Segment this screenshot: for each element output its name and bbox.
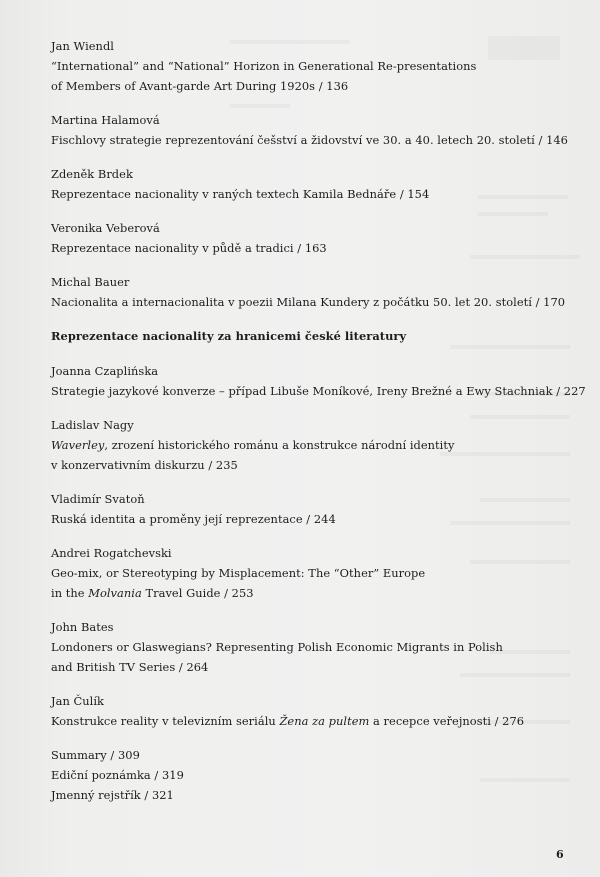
toc-entry <box>51 110 571 150</box>
toc-author: Zdeněk Brdek <box>51 167 133 181</box>
toc-author: Martina Halamová <box>51 113 160 127</box>
toc-author: John Bates <box>51 620 114 634</box>
toc-author: Jan Čulík <box>51 694 105 708</box>
page-number: 6 <box>556 848 564 861</box>
table-of-contents <box>51 36 586 805</box>
toc-title-line <box>51 711 571 731</box>
toc-author: Ladislav Nagy <box>51 418 134 432</box>
toc-author: Michal Bauer <box>51 275 130 289</box>
back-matter-list <box>51 745 571 805</box>
toc-entry <box>51 489 571 529</box>
toc-entry <box>51 164 571 204</box>
toc-entry <box>51 691 571 731</box>
toc-author: Andrei Rogatchevski <box>51 546 172 560</box>
back-matter-item: Summary / 309 <box>51 748 140 762</box>
toc-title-line: Fischlovy strategie reprezentování češství a židovství ve 30. a 40. letech 20. století / 146 <box>51 133 568 147</box>
toc-title-line: v konzervativním diskurzu / 235 <box>51 458 238 472</box>
toc-entry <box>51 415 571 475</box>
toc-title-line: of Members of Avant-garde Art During 1920s / 136 <box>51 79 349 93</box>
title-text: in the <box>51 586 89 600</box>
back-matter-item: Jmenný rejstřík / 321 <box>51 788 174 802</box>
toc-entry <box>51 543 571 603</box>
italic-title: Molvania <box>88 586 142 600</box>
toc-entry <box>51 218 571 258</box>
toc-title-line <box>51 435 571 455</box>
section-heading: Reprezentace nacionality za hranicemi české literatury <box>51 329 407 343</box>
toc-title-line <box>51 583 571 603</box>
toc-entry <box>51 617 571 677</box>
toc-title-line: “International” and “National” Horizon in Generational Re-presentations <box>51 59 477 73</box>
back-matter-item: Ediční poznámka / 319 <box>51 768 184 782</box>
italic-title: Waverley <box>51 438 105 452</box>
toc-entry <box>51 361 586 401</box>
toc-entry <box>51 36 571 96</box>
toc-title-line: Geo-mix, or Stereotyping by Misplacement: The “Other” Europe <box>51 566 426 580</box>
toc-title-line: Ruská identita a proměny její reprezentace / 244 <box>51 512 336 526</box>
toc-author: Vladimír Svatoň <box>51 492 145 506</box>
title-text: Konstrukce reality v televizním seriálu <box>51 714 280 728</box>
toc-title-line: and British TV Series / 264 <box>51 660 209 674</box>
toc-title-line: Nacionalita a internacionalita v poezii Milana Kundery z počátku 50. let 20. století / 170 <box>51 295 566 309</box>
toc-author: Jan Wiendl <box>51 39 114 53</box>
title-text: a recepce veřejnosti / 276 <box>369 714 525 728</box>
toc-author: Veronika Veberová <box>51 221 160 235</box>
toc-title-line: Strategie jazykové konverze – případ Libuše Moníkové, Ireny Brežné a Ewy Stachniak / 227 <box>51 384 586 398</box>
toc-title-line: Reprezentace nacionality v raných textech Kamila Bednáře / 154 <box>51 187 430 201</box>
toc-title-line: Reprezentace nacionality v půdě a tradici / 163 <box>51 241 327 255</box>
title-text: , zrození historického románu a konstrukce národní identity <box>104 438 455 452</box>
toc-author: Joanna Czaplińska <box>51 364 159 378</box>
title-text: Travel Guide / 253 <box>141 586 254 600</box>
toc-entry <box>51 272 571 312</box>
italic-title: Žena za pultem <box>279 714 370 728</box>
toc-title-line: Londoners or Glaswegians? Representing Polish Economic Migrants in Polish <box>51 640 503 654</box>
